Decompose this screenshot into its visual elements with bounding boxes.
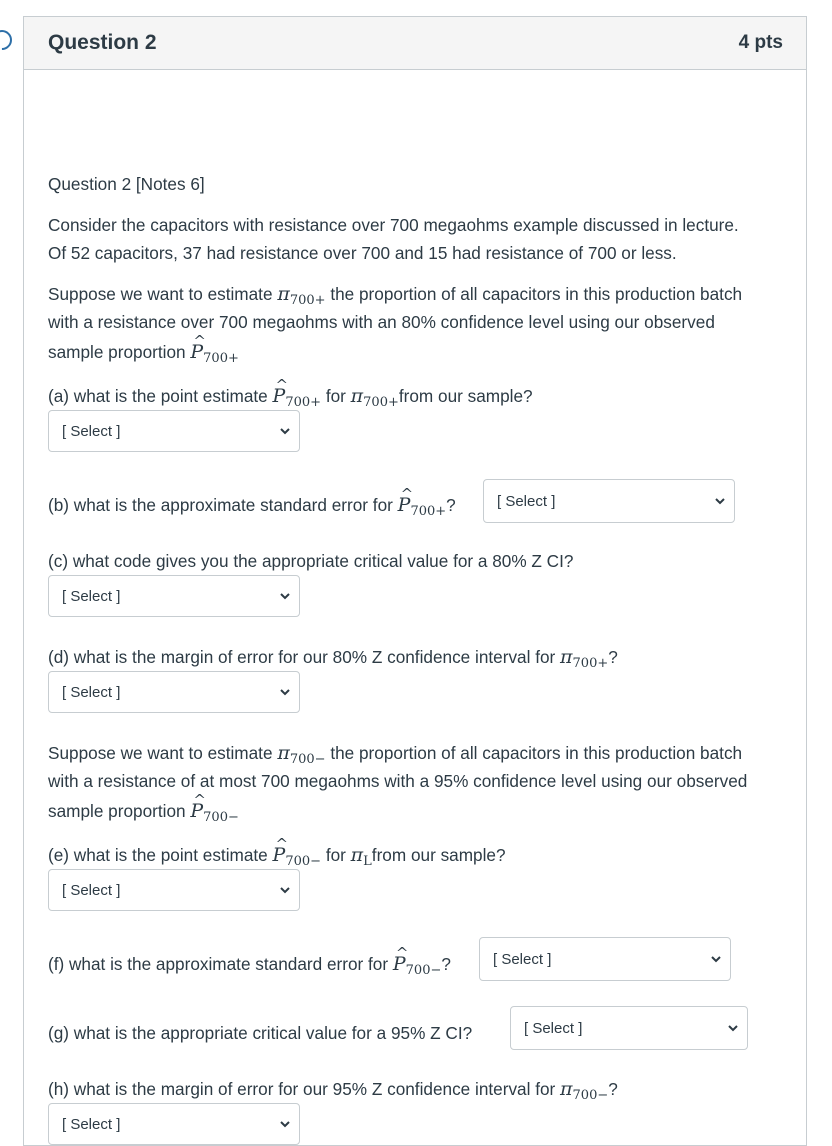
question-b: (b) what is the approximate standard error for ^ $P_{700+}$? (48, 491, 456, 526)
pi-700-plus: $\pi_{700+}$ (277, 283, 326, 308)
chevron-down-icon (279, 425, 291, 437)
question-c: (c) what code gives you the appropriate critical value for a 80% Z CI? (48, 551, 574, 571)
select-g[interactable]: [ Select ] (510, 1006, 748, 1050)
question-title: Question 2 (48, 31, 157, 54)
p-hat-700-plus: ^ $P_{700+}$ (398, 494, 447, 516)
part1-line-3: sample proportion ^ $P_{700+}$ (48, 338, 239, 373)
question-e: (e) what is the point estimate ^ $P_{700-}$ for $\pi_Lfrom$ our sample? (48, 841, 506, 876)
pi-700-plus: $\pi_{700+}$ (560, 646, 609, 671)
part2-line-3: sample proportion ^ $P_{700-}$ (48, 797, 239, 832)
part1-line-1: Suppose we want to estimate $\pi_{700+}$ the proportion of all capacitors in this production batch (48, 283, 743, 308)
part2-line-2: with a resistance of at most 700 megaohms with a 95% confidence level using our observed (48, 771, 748, 791)
pi-700-minus: $\pi_{700-}$ (560, 1078, 609, 1103)
intro-line-2: Of 52 capacitors, 37 had resistance over 700 and 15 had resistance of 700 or less. (48, 243, 677, 263)
select-b[interactable]: [ Select ] (483, 479, 735, 523)
p-hat-700-plus: ^ $P_{700+}$ (273, 385, 322, 407)
question-flag-icon (0, 26, 16, 54)
p-hat-700-minus: ^ $P_{700-}$ (190, 800, 239, 822)
select-c[interactable]: [ Select ] (48, 575, 300, 617)
pi-L: $\pi_L$ (350, 844, 372, 869)
p-hat-700-plus: ^ $P_{700+}$ (190, 341, 239, 363)
select-a[interactable]: [ Select ] (48, 410, 300, 452)
pi-700-plus: $\pi_{700+}$ (350, 385, 399, 410)
select-f[interactable]: [ Select ] (479, 937, 731, 981)
chevron-down-icon (279, 686, 291, 698)
select-d[interactable]: [ Select ] (48, 671, 300, 713)
select-h[interactable]: [ Select ] (48, 1103, 300, 1145)
pi-700-minus: $\pi_{700-}$ (277, 742, 326, 767)
question-card (23, 16, 807, 1146)
question-g: (g) what is the appropriate critical value for a 95% Z CI? (48, 1023, 473, 1043)
p-hat-700-minus: ^ $P_{700-}$ (393, 953, 442, 975)
question-d: (d) what is the margin of error for our 80% Z confidence interval for $\pi_{700+}$? (48, 646, 618, 671)
chevron-down-icon (279, 590, 291, 602)
chevron-down-icon (710, 953, 722, 965)
chevron-down-icon (279, 884, 291, 896)
p-hat-700-minus: ^ $P_{700-}$ (273, 844, 322, 866)
question-header (24, 17, 806, 70)
chevron-down-icon (714, 495, 726, 507)
question-points: 4 pts (738, 32, 783, 53)
intro-line-1: Consider the capacitors with resistance over 700 megaohms example discussed in lecture. (48, 215, 739, 235)
select-e[interactable]: [ Select ] (48, 869, 300, 911)
question-a: (a) what is the point estimate ^ $P_{700+}$ for $\pi_{700+}from$ our sample? (48, 382, 533, 417)
question-h: (h) what is the margin of error for our 95% Z confidence interval for $\pi_{700-}$? (48, 1078, 618, 1103)
part1-line-2: with a resistance over 700 megaohms with an 80% confidence level using our observed (48, 312, 715, 332)
question-f: (f) what is the approximate standard error for ^ $P_{700-}$? (48, 950, 451, 985)
question-heading: Question 2 [Notes 6] (48, 174, 205, 194)
part2-line-1: Suppose we want to estimate $\pi_{700-}$ the proportion of all capacitors in this production batch (48, 742, 743, 767)
chevron-down-icon (727, 1022, 739, 1034)
chevron-down-icon (279, 1118, 291, 1130)
